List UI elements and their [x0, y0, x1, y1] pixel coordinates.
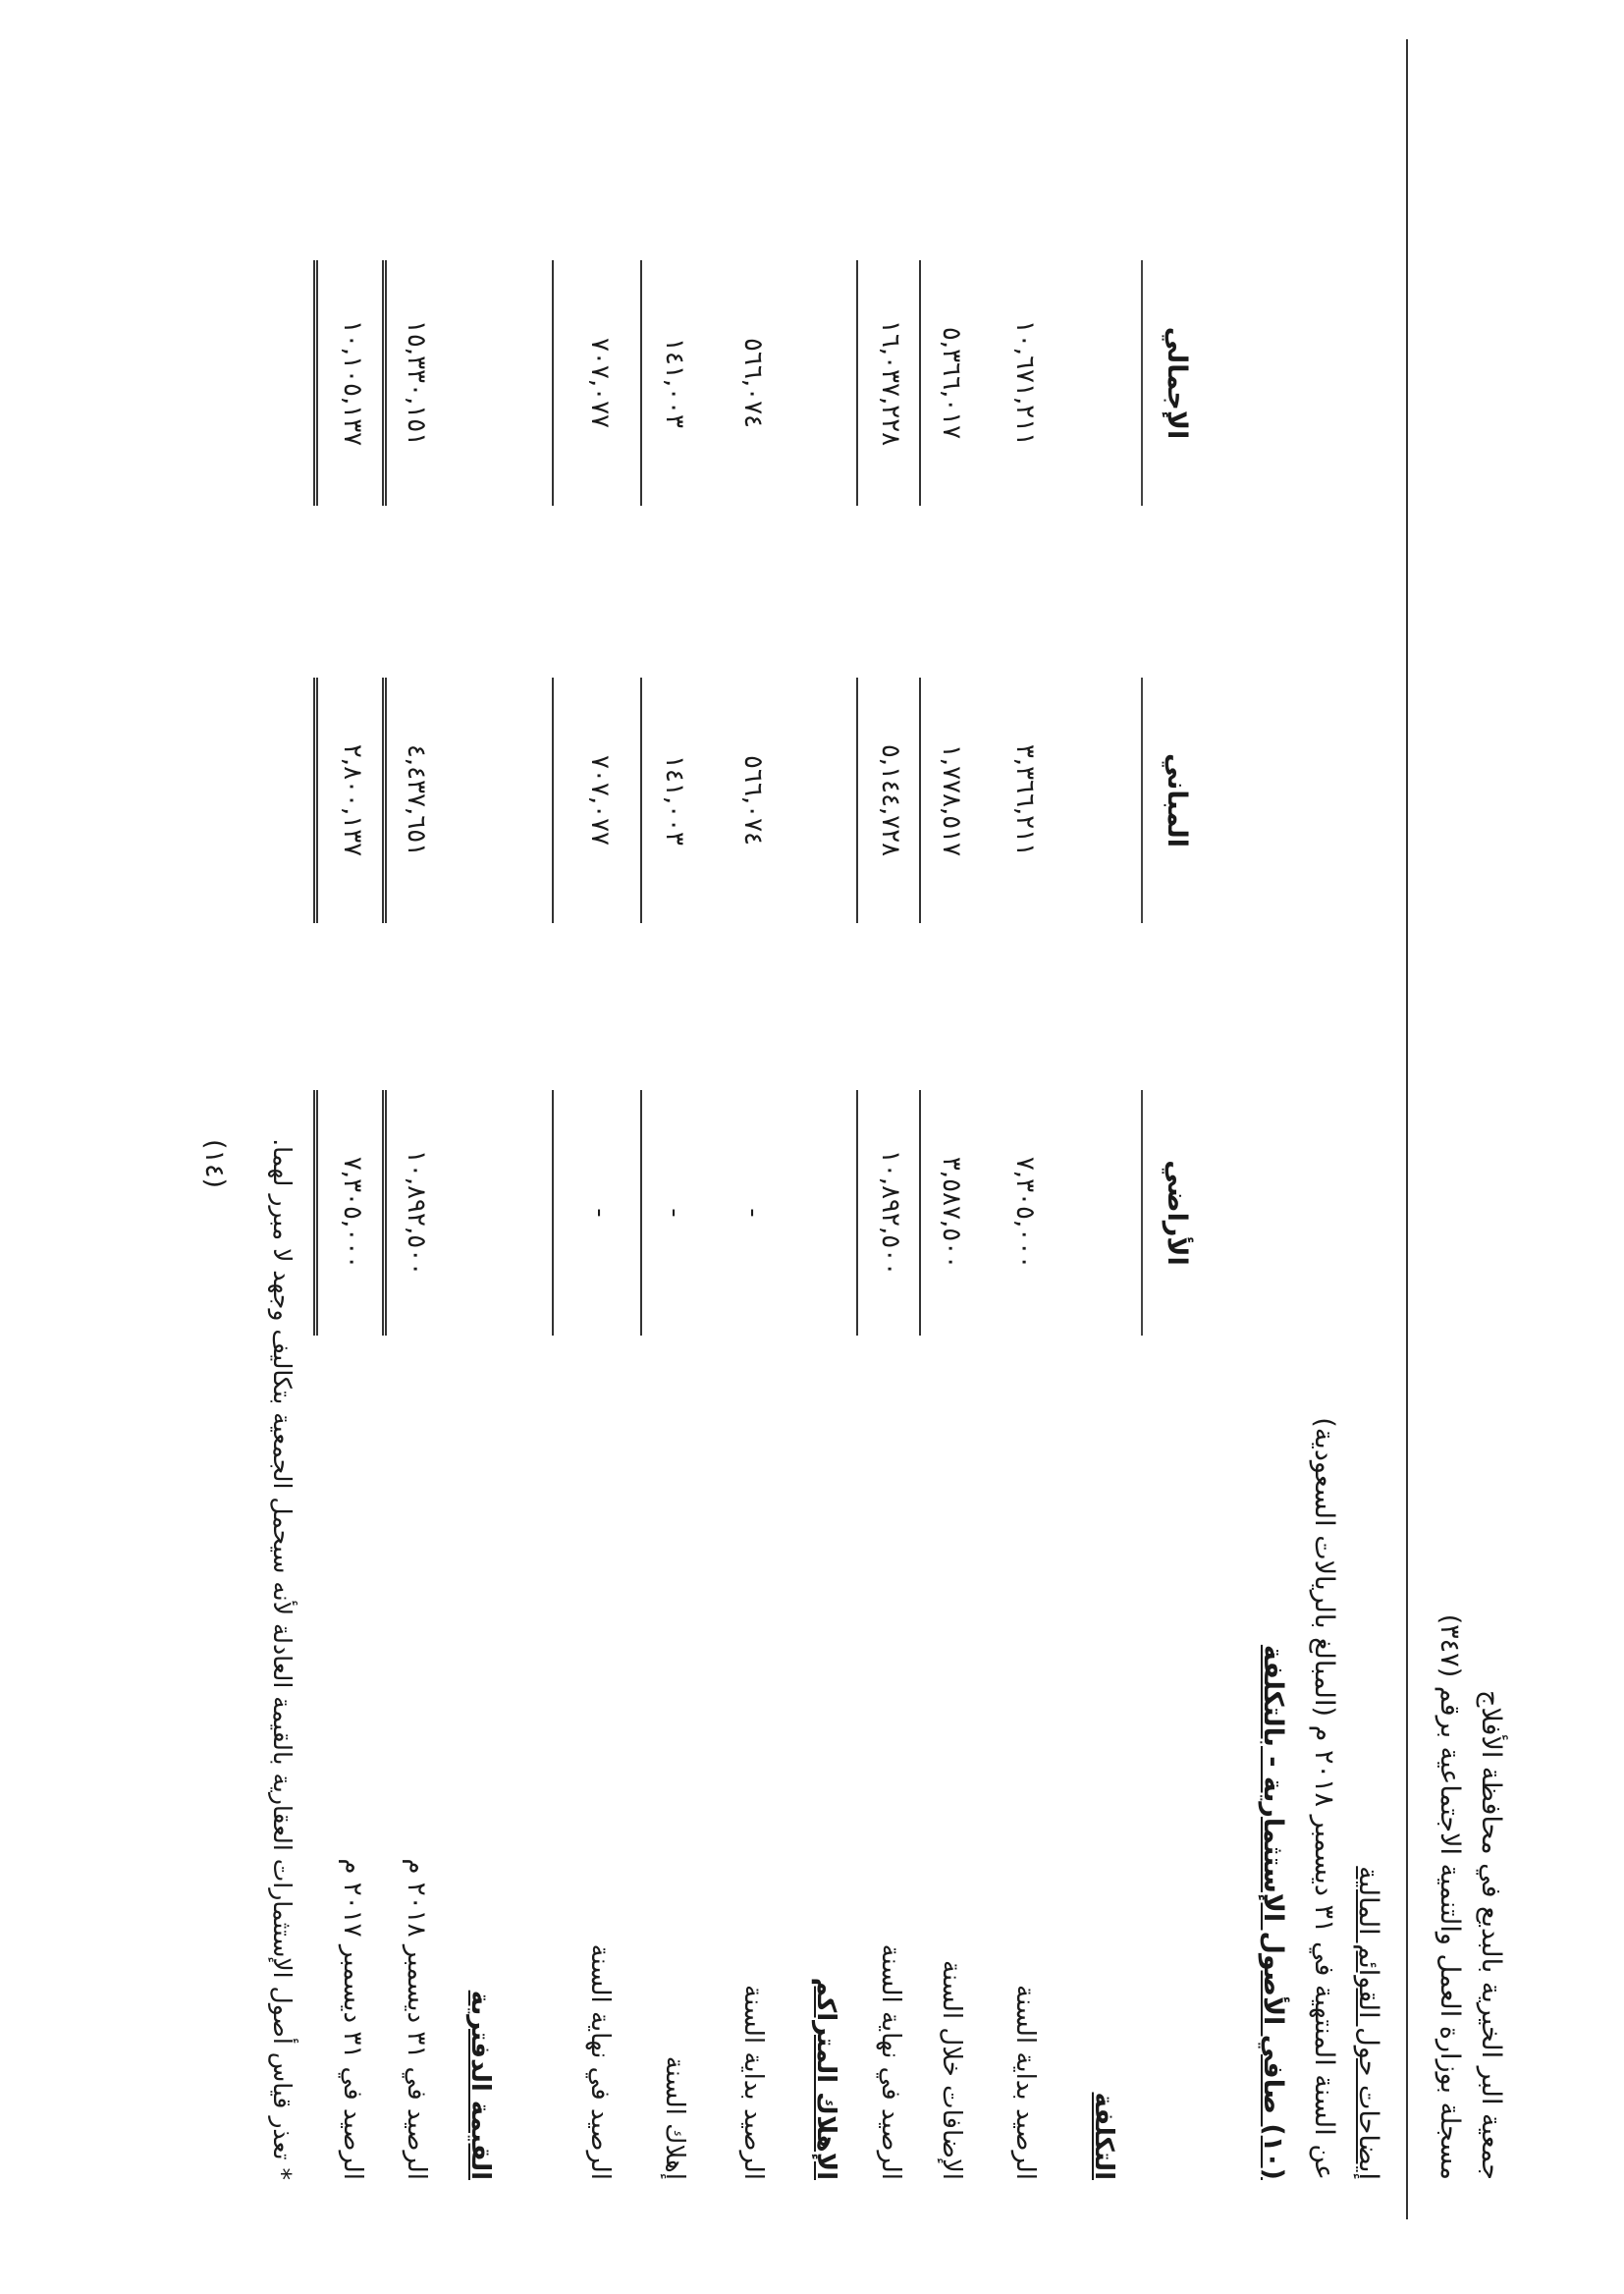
- cell-buildings: ٢,٨٠٠,١٣٧: [338, 743, 367, 857]
- total-rule: [856, 260, 858, 506]
- page-number: (١٤): [199, 1138, 230, 1189]
- cell-buildings: ٥,١٤٤,٧٢٨: [876, 743, 905, 857]
- cell-land: ٣,٥٨٧,٥٠٠: [937, 1156, 966, 1270]
- cell-land: ٧,٣٠٥,٠٠٠: [1010, 1156, 1040, 1270]
- row-label: الرصيد في ٣١ ديسمبر ٢٠١٨ م: [402, 1858, 431, 2180]
- cell-total: ٧٠٧,٠٧٧: [585, 337, 615, 429]
- row-label: الرصيد في ٣١ ديسمبر ٢٠١٧ م: [338, 1858, 367, 2180]
- column-header-rule-buildings: [1141, 678, 1143, 923]
- org-name: جمعية البر الخيرية بالبديع في محافظة الأفلاج: [1476, 1690, 1506, 2180]
- header-divider: [1406, 39, 1408, 2219]
- double-rule: [313, 1090, 318, 1336]
- note-title: (١٠) صافي الأصول الإستثمارية - بالتكلفة: [1258, 1644, 1288, 2180]
- double-rule: [313, 260, 318, 506]
- period-text: عن السنة المنتهية في ٣١ ديسمبر ٢٠١٨ م: [1309, 1724, 1339, 2180]
- row-label: الرصيد بداية السنة: [738, 1985, 768, 2180]
- cell-total: ١٦,٠٣٧,٢٢٨: [876, 319, 905, 447]
- double-rule: [382, 678, 387, 923]
- cell-buildings: ٧٠٧,٠٧٧: [585, 754, 615, 847]
- cell-total: ٥,٣٦٦,٠١٧: [937, 326, 966, 440]
- double-rule: [382, 1090, 387, 1336]
- total-rule: [856, 1090, 858, 1336]
- subtotal-rule: [640, 1090, 642, 1336]
- statement-title-text: إيضاحات حول القوائم المالية: [1353, 1866, 1383, 2180]
- subtotal-rule: [919, 1090, 921, 1336]
- column-header-land: الأراضي: [1162, 1160, 1192, 1266]
- cell-total: ١٥,٣٣٠,١٥١: [402, 319, 431, 447]
- total-rule: [552, 1090, 554, 1336]
- double-rule: [313, 678, 318, 923]
- row-label: الإضافات خلال السنة: [937, 1959, 966, 2180]
- registration-line: مسجلة بوزارة العمل والتنمية الاجتماعية برقم (٣٤٧): [1435, 1613, 1465, 2180]
- row-label: الرصيد بداية السنة: [1010, 1985, 1040, 2180]
- cell-buildings: ١٤١,٠٠٣: [660, 754, 689, 847]
- statement-title: [1353, 1866, 1383, 2180]
- subtotal-rule: [919, 678, 921, 923]
- cell-land: -: [738, 1208, 768, 1218]
- cell-land: ١٠,٨٩٢,٥٠٠: [876, 1149, 905, 1277]
- cell-total: ١٤١,٠٠٣: [660, 337, 689, 429]
- total-rule: [552, 678, 554, 923]
- column-header-rule-land: [1141, 1090, 1143, 1336]
- cell-total: ٥٦٦,٠٧٤: [738, 337, 768, 429]
- cell-buildings: ١,٧٧٨,٥١٧: [937, 743, 966, 857]
- section-label-book-value: القيمة الدفترية: [465, 1990, 495, 2180]
- section-label-cost: التكلفة: [1089, 2092, 1118, 2180]
- row-label: الرصيد في نهاية السنة: [585, 1943, 615, 2180]
- cell-buildings: ٣,٣٦٦,٢١١: [1010, 743, 1040, 857]
- column-header-total: الإجمالي: [1162, 326, 1192, 440]
- cell-land: -: [585, 1208, 615, 1218]
- currency-note: (المبالغ بالريالات السعودية): [1309, 1417, 1339, 1718]
- total-rule: [856, 678, 858, 923]
- footnote: * تعذر قياس أصول الإستثمارات العقارية بالقيمة العادلة لأنه سيحمل الجمعية بتكاليف وجهد لا مبرر لهما.: [268, 1138, 297, 2180]
- double-rule: [382, 260, 387, 506]
- subtotal-rule: [640, 678, 642, 923]
- cell-land: ٧,٣٠٥,٠٠٠: [338, 1156, 367, 1270]
- section-label-depreciation: الإهلاك المتراكم: [811, 1977, 840, 2180]
- subtotal-rule: [640, 260, 642, 506]
- period-line: [1309, 1417, 1339, 2180]
- row-label: الرصيد في نهاية السنة: [876, 1943, 905, 2180]
- cell-total: ١٠,٦٧١,٢١١: [1010, 319, 1040, 447]
- cell-buildings: ٤,٤٣٧,٦٥١: [402, 743, 431, 857]
- cell-total: ١٠,١٠٥,١٣٧: [338, 319, 367, 447]
- cell-buildings: ٥٦٦,٠٧٤: [738, 754, 768, 847]
- column-header-buildings: المباني: [1162, 752, 1192, 848]
- cell-land: ١٠,٨٩٢,٥٠٠: [402, 1149, 431, 1277]
- row-label: إهلاك السنة: [660, 2055, 689, 2180]
- subtotal-rule: [919, 260, 921, 506]
- total-rule: [552, 260, 554, 506]
- column-header-rule-total: [1141, 260, 1143, 506]
- rotated-content: [151, 39, 1506, 2239]
- cell-land: -: [660, 1208, 689, 1218]
